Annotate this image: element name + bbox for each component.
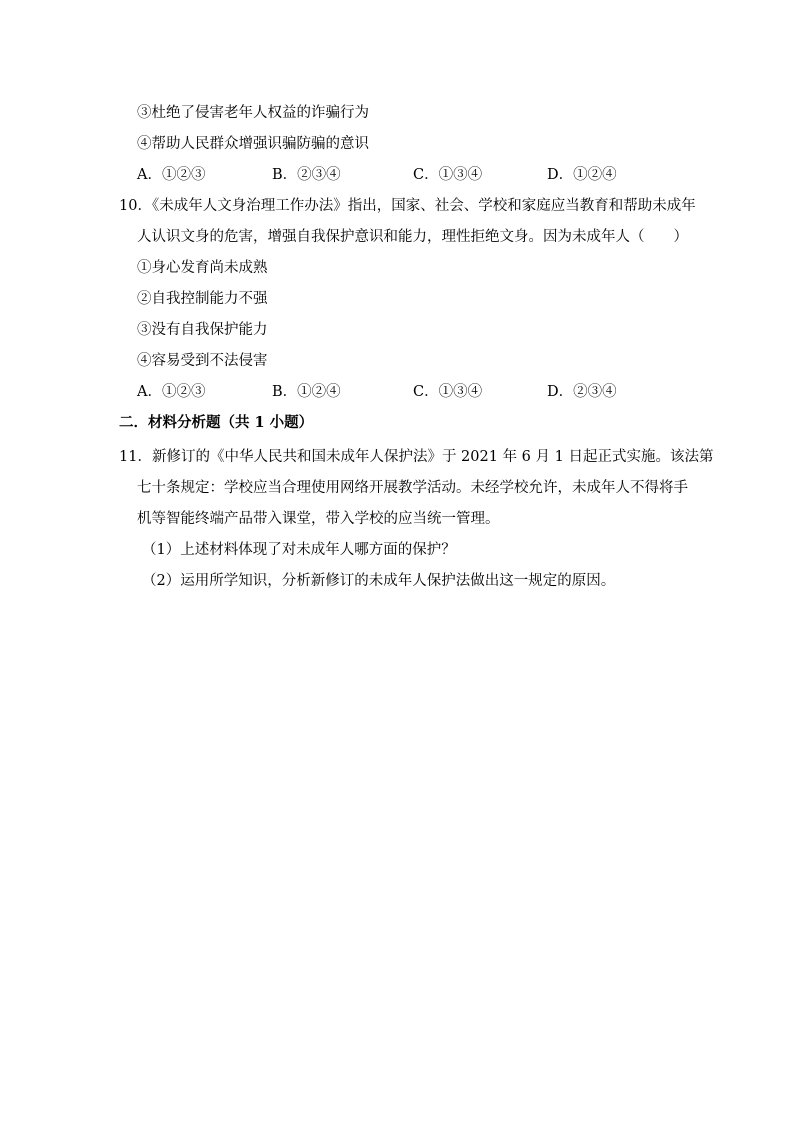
q10-item-4: ④容易受到不法侵害 — [137, 353, 268, 369]
q9-option-d: D．①②④ — [547, 167, 617, 183]
q10-options — [137, 382, 697, 402]
q10-option-a: A．①②③ — [137, 384, 206, 400]
q10-stem-line-2: 人认识文身的危害，增强自我保护意识和能力，理性拒绝文身。因为未成年人（ ） — [137, 229, 688, 245]
q11-stem-line-1: 11．新修订的《中华人民共和国未成年人保护法》于 2021 年 6 月 1 日起正式实施。该法第 — [119, 449, 714, 465]
q9-options — [137, 165, 697, 185]
q11-sub-question-1: （1）上述材料体现了对未成年人哪方面的保护？ — [142, 542, 456, 558]
q11-stem-line-3: 机等智能终端产品带入课堂，带入学校的应当统一管理。 — [137, 511, 500, 527]
q9-option-c: C．①③④ — [413, 167, 483, 183]
q9-option-a: A．①②③ — [137, 167, 206, 183]
q10-option-d: D．②③④ — [547, 384, 617, 400]
q10-option-c: C．①③④ — [413, 384, 483, 400]
q10-stem-line-1: 10．《未成年人文身治理工作办法》指出，国家、社会、学校和家庭应当教育和帮助未成年 — [119, 198, 696, 214]
section-2-heading: 二．材料分析题（共 1 小题） — [119, 414, 314, 431]
q10-item-2: ②自我控制能力不强 — [137, 291, 268, 307]
q10-item-3: ③没有自我保护能力 — [137, 322, 268, 338]
q9-item-3: ③杜绝了侵害老年人权益的诈骗行为 — [137, 105, 369, 121]
q11-stem-line-2: 七十条规定：学校应当合理使用网络开展教学活动。未经学校允许，未成年人不得将手 — [137, 480, 688, 496]
q9-item-4: ④帮助人民群众增强识骗防骗的意识 — [137, 136, 369, 152]
q10-option-b: B．①②④ — [272, 384, 341, 400]
q9-option-b: B．②③④ — [272, 167, 341, 183]
q11-sub-question-2: （2）运用所学知识，分析新修订的未成年人保护法做出这一规定的原因。 — [142, 573, 616, 589]
q10-item-1: ①身心发育尚未成熟 — [137, 260, 268, 276]
